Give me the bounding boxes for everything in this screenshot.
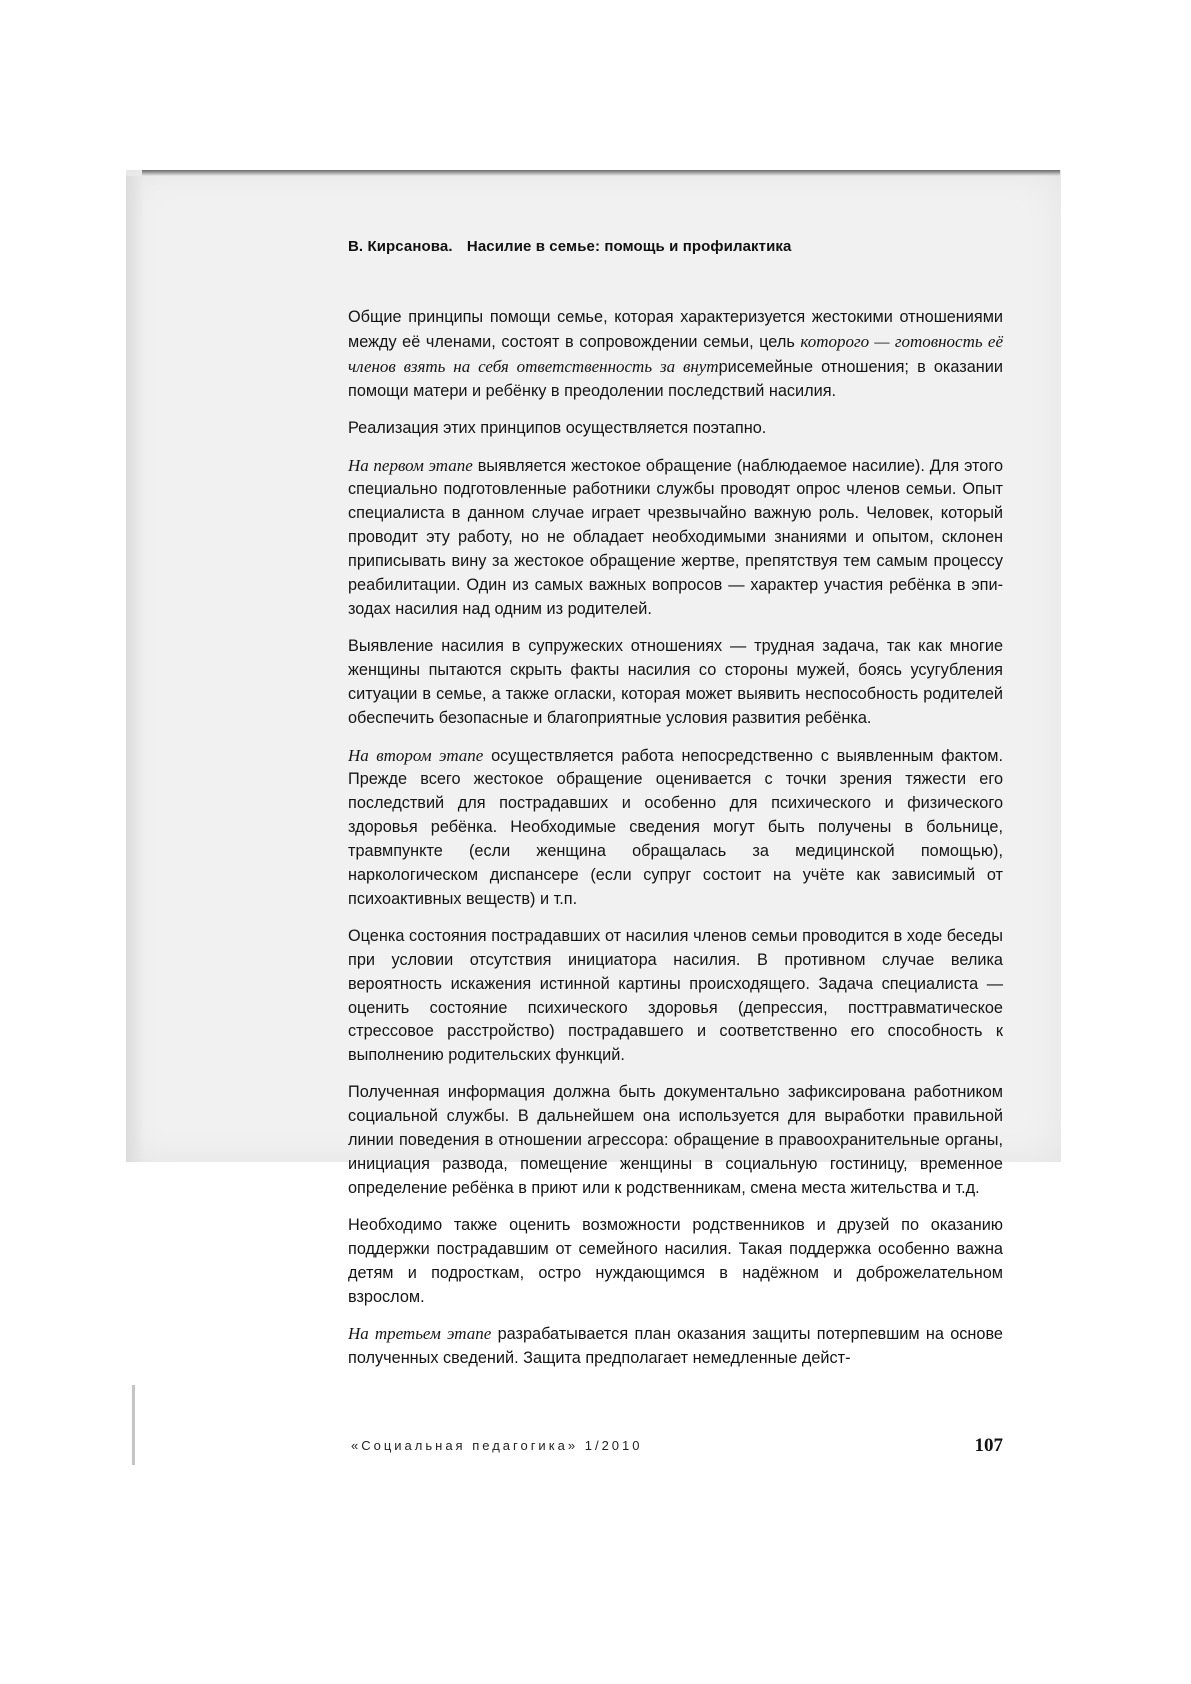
paragraph-principles [348,306,1003,404]
stage-label: На втором этапе [348,745,484,765]
article-body [348,306,1003,1384]
paragraph-text: Полученная информация должна быть документально зафиксирована работником социальной службы. В дальнейшем она используется для выработки правильной линии поведения в отношении агрессора: обращение в правоохранительные органы, инициация развода, помещение женщины в социальную гостиницу, временное определение ребёнка в приют или к родственникам, смена места жительства и т.д. [348,1083,1003,1197]
paragraph-relatives-support [348,1214,1003,1310]
paragraph-text: Оценка состояния пострадавших от насилия членов семьи проводится в ходе беседы при условии отсутствия инициатора насилия. В противном случае велика вероятность искажения истинной картины происходящего. Задача специалиста — оценить состояние психического здоровья (депрессия, посттравматическое стрессовое расстройство) пострадавшего и соответственно его способность к выполнению родительских функций. [348,926,1003,1065]
paragraph-text: разрабатывается план оказания защиты потерпевшим на основе полученных сведений. Защита предполагает немедленные дейст- [348,1325,1003,1368]
paragraph-text: рисемейные отношения; в оказании помощи матери и ребёнку в преодолении последствий насилия. [348,357,1003,400]
page-number: 107 [974,1435,1003,1456]
page-footer [351,1435,1003,1459]
paragraph-text: осуществляется работа непосредственно с выявленным фактом. Прежде всего жестокое обращение оценивается с точки зрения тяжести его последствий для пострадавших и особенно для психического и физического здоровья ребёнка. Необходимые сведения могут быть получены в больнице, травмпункте (если женщина обращалась за медицинской помощью), наркологическом диспансере (если супруг состоит на учёте как зависимый от психоактивных веществ) и т.п. [348,746,1003,908]
header-title: Насилие в семье: помощь и профилактика [466,238,792,255]
paragraph-text: Необходимо также оценить возможности родственников и друзей по оказанию поддержки пострадавшим от семейного насилия. Такая поддержка особенно важна детям и подросткам, остро нуждающимся в надёжном и доброжелательном взрослом. [348,1215,1003,1306]
paragraph-spousal-violence [348,635,1003,731]
running-header [348,238,908,255]
header-author: В. Кирсанова. [348,238,453,255]
paragraph-text: Выявление насилия в супружеских отношениях — трудная задача, так как многие женщины пытаются скрыть факты насилия со стороны мужей, боясь усугубления ситуации в семье, а также огласки, которая может выявить неспособность родителей обеспечить безопасные и благоприятные условия развития ребёнка. [348,636,1003,727]
paragraph-emphasis: которого — готовность её членов взять на себя ответственность за внут [348,331,1003,376]
stage-label: На третьем этапе [348,1324,492,1344]
paragraph-first-stage [348,454,1003,622]
paragraph-stages-intro [348,417,1003,441]
paragraph-text: выявляется жестокое обращение (наблюдаемое насилие). Для этого специально подготовленные работники службы проводят опрос членов семьи. Опыт специалиста в данном случае играет чрезвычайно важную роль. Человек, который проводит эту работу, но не обладает необходимыми знаниями и опытом, склонен приписывать вину за жестокое обращение жертве, препятствуя тем самым процессу реабилитации. Один из самых важных вопросов — характер участия ребёнка в эпизодах насилия над одним из родителей. [348,456,1003,618]
paragraph-assessment [348,925,1003,1068]
scan-margin-mark [132,1385,135,1465]
paragraph-text: Общие принципы помощи семье, которая характеризуется жестокими отношениями между её членами, состоят в сопровождении семьи, цель [348,308,1003,351]
stage-label: На первом этапе [348,455,473,475]
scan-top-edge-shadow [142,170,1060,176]
paragraph-third-stage [348,1322,1003,1371]
paragraph-second-stage [348,744,1003,912]
paragraph-documentation [348,1081,1003,1201]
scan-left-edge-shadow [126,176,144,1162]
journal-title: «Социальная педагогика» 1/2010 [351,1438,643,1453]
paragraph-text: Реализация этих принципов осуществляется поэтапно. [348,418,767,437]
